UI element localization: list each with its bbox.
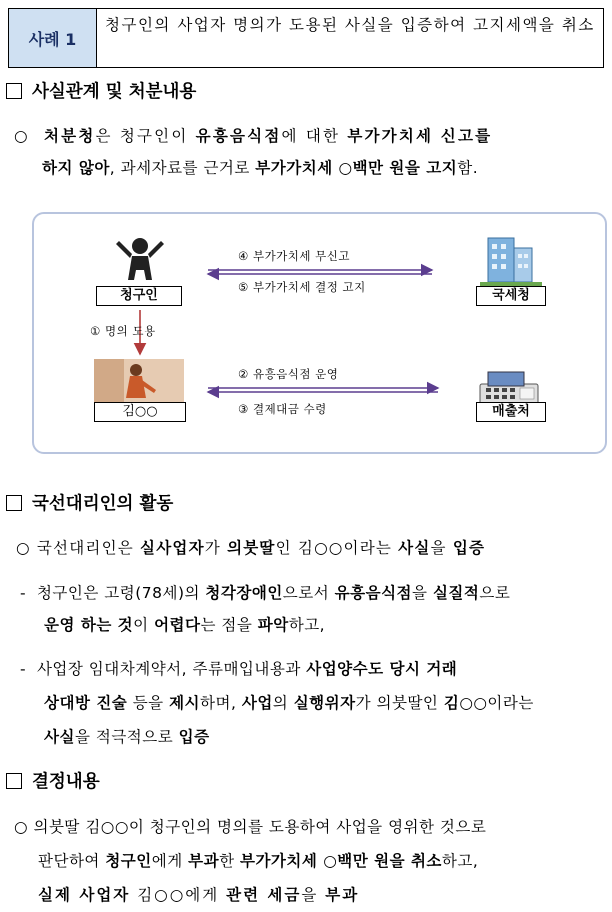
facts-paragraph: ○ 처분청은 청구인이 유흥음식점에 대한 부가가치세 신고를 하지 않아, 과세자료를 근거로 부가가치세 ○백만 원을 고지함. xyxy=(14,127,493,177)
arrow-label-payment: ③ 결제대금 수령 xyxy=(238,402,327,416)
checkbox-square-icon xyxy=(6,83,22,99)
arrow-label-tax-notice: ⑤ 부가가치세 결정 고지 xyxy=(238,280,366,294)
section-heading-text: 사실관계 및 처분내용 xyxy=(32,82,197,102)
checkbox-square-icon xyxy=(6,495,22,511)
cash-register-icon xyxy=(480,372,538,404)
claimant-figure-icon xyxy=(116,238,164,280)
section-heading-facts xyxy=(6,78,196,103)
kim-label: 김○○ xyxy=(94,402,186,422)
checkbox-square-icon xyxy=(6,773,22,789)
tax-office-building-icon xyxy=(480,238,542,286)
claimant-label: 청구인 xyxy=(96,286,182,306)
section-heading-text: 결정내용 xyxy=(32,772,100,792)
flow-diagram xyxy=(32,212,607,454)
section-heading-text: 국선대리인의 활동 xyxy=(32,494,174,514)
kim-photo-icon xyxy=(94,359,184,403)
tax-office-label: 국세청 xyxy=(476,286,546,306)
activity-dash-2: - 사업장 임대차계약서, 주류매입내용과 사업양수도 당시 거래 상대방 진술 등을 제시하며, 사업의 실행위자가 의붓딸인 김○○이라는 사실을 적극적으로 입증 xyxy=(20,660,534,746)
arrow-label-identity-theft: ① 명의 도용 xyxy=(90,324,156,338)
section-heading-activity xyxy=(6,490,173,515)
case-title: 청구인의 사업자 명의가 도용된 사실을 입증하여 고지세액을 취소 xyxy=(105,16,595,34)
section-heading-decision xyxy=(6,768,100,793)
activity-bullet: ○ 국선대리인은 실사업자가 의붓딸인 김○○이라는 사실을 입증 xyxy=(16,539,486,557)
activity-dash-1: - 청구인은 고령(78세)의 청각장애인으로서 유흥음식점을 실질적으로 운영 하는 것이 어렵다는 점을 파악하고, xyxy=(20,584,511,634)
case-header xyxy=(8,8,604,68)
buyer-label: 매출처 xyxy=(476,402,546,422)
arrow-label-no-report: ④ 부가가치세 무신고 xyxy=(238,249,350,263)
case-tag: 사례 1 xyxy=(9,9,97,67)
arrow-label-operate: ② 유흥음식점 운영 xyxy=(238,367,339,381)
bullet-circle: ○ xyxy=(14,127,30,145)
decision-paragraph: ○ 의붓딸 김○○이 청구인의 명의를 도용하여 사업을 영위한 것으로 판단하여 청구인에게 부과한 부가가치세 ○백만 원을 취소하고, 실제 사업자 김○○에게 관련 세금을 부과 xyxy=(14,818,487,904)
